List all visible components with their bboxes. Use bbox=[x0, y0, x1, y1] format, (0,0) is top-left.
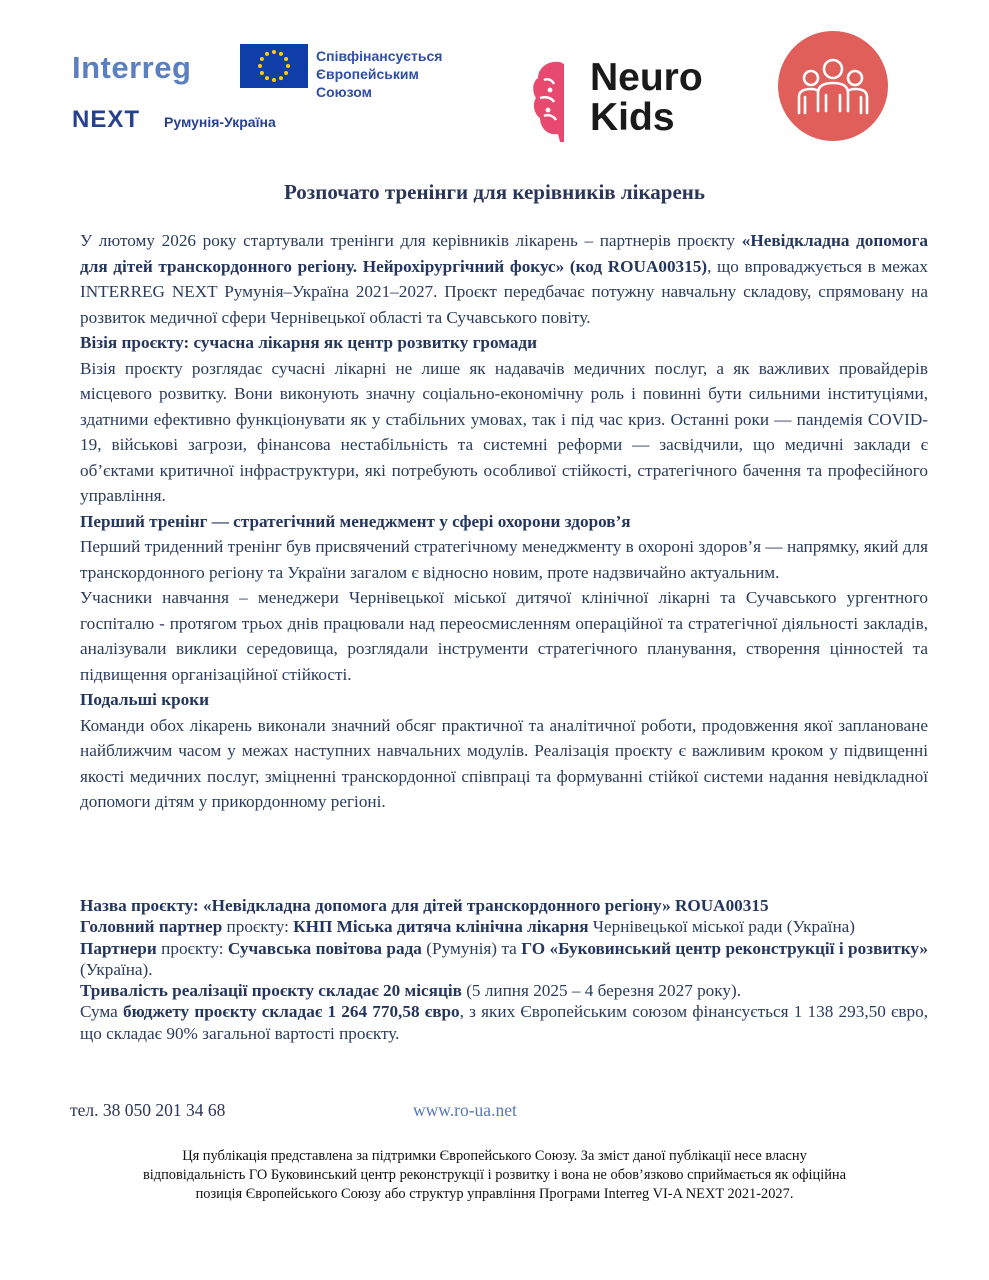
intro-paragraph bbox=[80, 228, 928, 330]
lead-partner-text: Чернівецької міської ради (Україна) bbox=[588, 917, 856, 937]
family-logo bbox=[778, 31, 888, 141]
partners-line bbox=[80, 938, 928, 981]
disclaimer-line: відповідальність ГО Буковинський центр реконструкції і розвитку і вона не обов’язково сприймається як офіційна bbox=[142, 1167, 847, 1184]
eu-text-line: Європейським bbox=[316, 66, 419, 82]
eu-cofinancing-label bbox=[316, 47, 442, 101]
next-region-label: Румунія-Україна bbox=[164, 114, 276, 130]
neurokids-logo bbox=[590, 58, 703, 138]
partners-label: Партнери bbox=[80, 938, 157, 958]
kids-word: Kids bbox=[590, 96, 675, 139]
lead-partner-name: КНП Міська дитяча клінічна лікарня bbox=[293, 917, 589, 937]
section-paragraph: Перший триденний тренінг був присвячений стратегічному менеджменту в охороні здоров’я — напрямку, який для транскордонного регіону та України загалом є відносно новим, проте надзвичайно актуальним. bbox=[80, 537, 928, 582]
section-paragraph: Учасники навчання – менеджери Чернівецької міської дитячої клінічної лікарні та Сучавського ургентного госпіталю - протягом трьох днів працювали над переосмисленням операційної та стратегічної діяльності закладів, аналізували виклики середовища, розглядали інструменти стратегічного планування, створення цінностей та підвищення організаційної стійкості. bbox=[80, 588, 928, 684]
partners-text: (Румунія) та bbox=[421, 938, 522, 958]
family-icon bbox=[778, 31, 888, 141]
section-paragraph: Візія проєкту розглядає сучасні лікарні не лише як надавачів медичних послуг, а як важливих провайдерів місцевого розвитку. Вони виконують значну соціально-економічну роль і повинні бути сильними інституціями, здатними ефективно функціонувати як у стабільних умовах, так і під час криз. Останні роки — пандемія COVID-19, військові загрози, фінансова нестабільність та системні реформи — засвідчили, що медичні заклади є об’єктами критичної інфраструктури, які потребують особливої стійкості, стратегічного бачення та професійного управління. bbox=[80, 358, 928, 505]
intro-text: У лютому 2026 року стартували тренінги для керівників лікарень – партнерів проєкту bbox=[80, 231, 742, 250]
interreg-logo: Interreg bbox=[72, 50, 192, 85]
section-heading: Перший тренінг — стратегічний менеджмент у сфері охорони здоров’я bbox=[80, 511, 631, 531]
page-title: Розпочато тренінги для керівників лікарень bbox=[284, 180, 705, 204]
project-name-bold: «Невідкладна допомога для дітей транскордонного регіону. Нейрохірургічний фокус» (код ROUA00315) bbox=[80, 231, 928, 276]
section-heading: Подальші кроки bbox=[80, 690, 210, 709]
eu-text-line: Співфінансується bbox=[316, 48, 443, 64]
intro-text: , що впроваджується в межах INTERREG NEXT Румунія–Україна 2021–2027. Проєкт передбачає потужну навчальну складову, спрямовану на розвиток медичної сфери Чернівецької області та Сучавського повіту. bbox=[80, 256, 929, 327]
budget-text: Сума bbox=[80, 1002, 124, 1022]
neuro-word: Neuro bbox=[590, 56, 703, 99]
partners-text: (Україна). bbox=[80, 959, 153, 979]
eu-text-line: Союзом bbox=[316, 84, 372, 100]
eu-disclaimer bbox=[40, 1147, 949, 1205]
disclaimer-line: Ця публікація представлена за підтримки Європейського Союзу. За зміст даної публікації несе власну bbox=[182, 1148, 807, 1164]
budget-amount: бюджету проєкту складає 1 264 770,58 євро bbox=[123, 1002, 460, 1022]
partners-text: проєкту: bbox=[156, 938, 228, 958]
disclaimer-line: позиція Європейського Союзу або структур управління Програми Interreg VI-A NEXT 2021-2027. bbox=[195, 1186, 794, 1203]
article-body bbox=[80, 228, 928, 815]
duration-line bbox=[80, 980, 928, 1001]
website-link[interactable]: www.ro-ua.net bbox=[413, 1100, 517, 1120]
section-heading: Візія проєкту: сучасна лікарня як центр розвитку громади bbox=[80, 333, 538, 352]
lead-partner-text: проєкту: bbox=[222, 917, 294, 937]
eu-flag-icon bbox=[240, 44, 308, 88]
section-paragraph: Команди обох лікарень виконали значний обсяг практичної та аналітичної роботи, продовження якої заплановане найближчим часом у межах наступних навчальних модулів. Реалізація проєкту є важливим кроком у підвищенні якості медичних послуг, зміцненні транскордонної співпраці та формуванні стійкої системи надання невідкладної допомоги дітям у прикордонному регіоні. bbox=[80, 715, 928, 811]
contact-phone: тел. 38 050 201 34 68 bbox=[70, 1100, 226, 1120]
project-name-line bbox=[80, 895, 928, 916]
duration-dates: (5 липня 2025 – 4 березня 2027 року). bbox=[461, 981, 741, 1001]
partner-name: ГО «Буковинський центр реконструкції і розвитку» bbox=[521, 938, 928, 958]
brain-icon bbox=[530, 56, 592, 146]
lead-partner-label: Головний партнер bbox=[80, 917, 223, 937]
eu-stars-icon bbox=[240, 44, 308, 88]
next-logo: NEXT bbox=[72, 106, 141, 133]
budget-line bbox=[80, 1001, 928, 1044]
budget-text: , з яких Європейським союзом фінансується 1 138 293,50 євро, що складає 90% загальної вартості проєкту. bbox=[80, 1002, 928, 1043]
duration-label: Тривалість реалізації проєкту складає 20 місяців bbox=[80, 981, 462, 1001]
project-info bbox=[80, 895, 928, 1044]
partner-name: Сучавська повітова рада bbox=[227, 938, 422, 958]
project-name-text: Назва проєкту: «Невідкладна допомога для дітей транскордонного регіону» ROUA00315 bbox=[80, 896, 769, 915]
lead-partner-line bbox=[80, 916, 928, 937]
